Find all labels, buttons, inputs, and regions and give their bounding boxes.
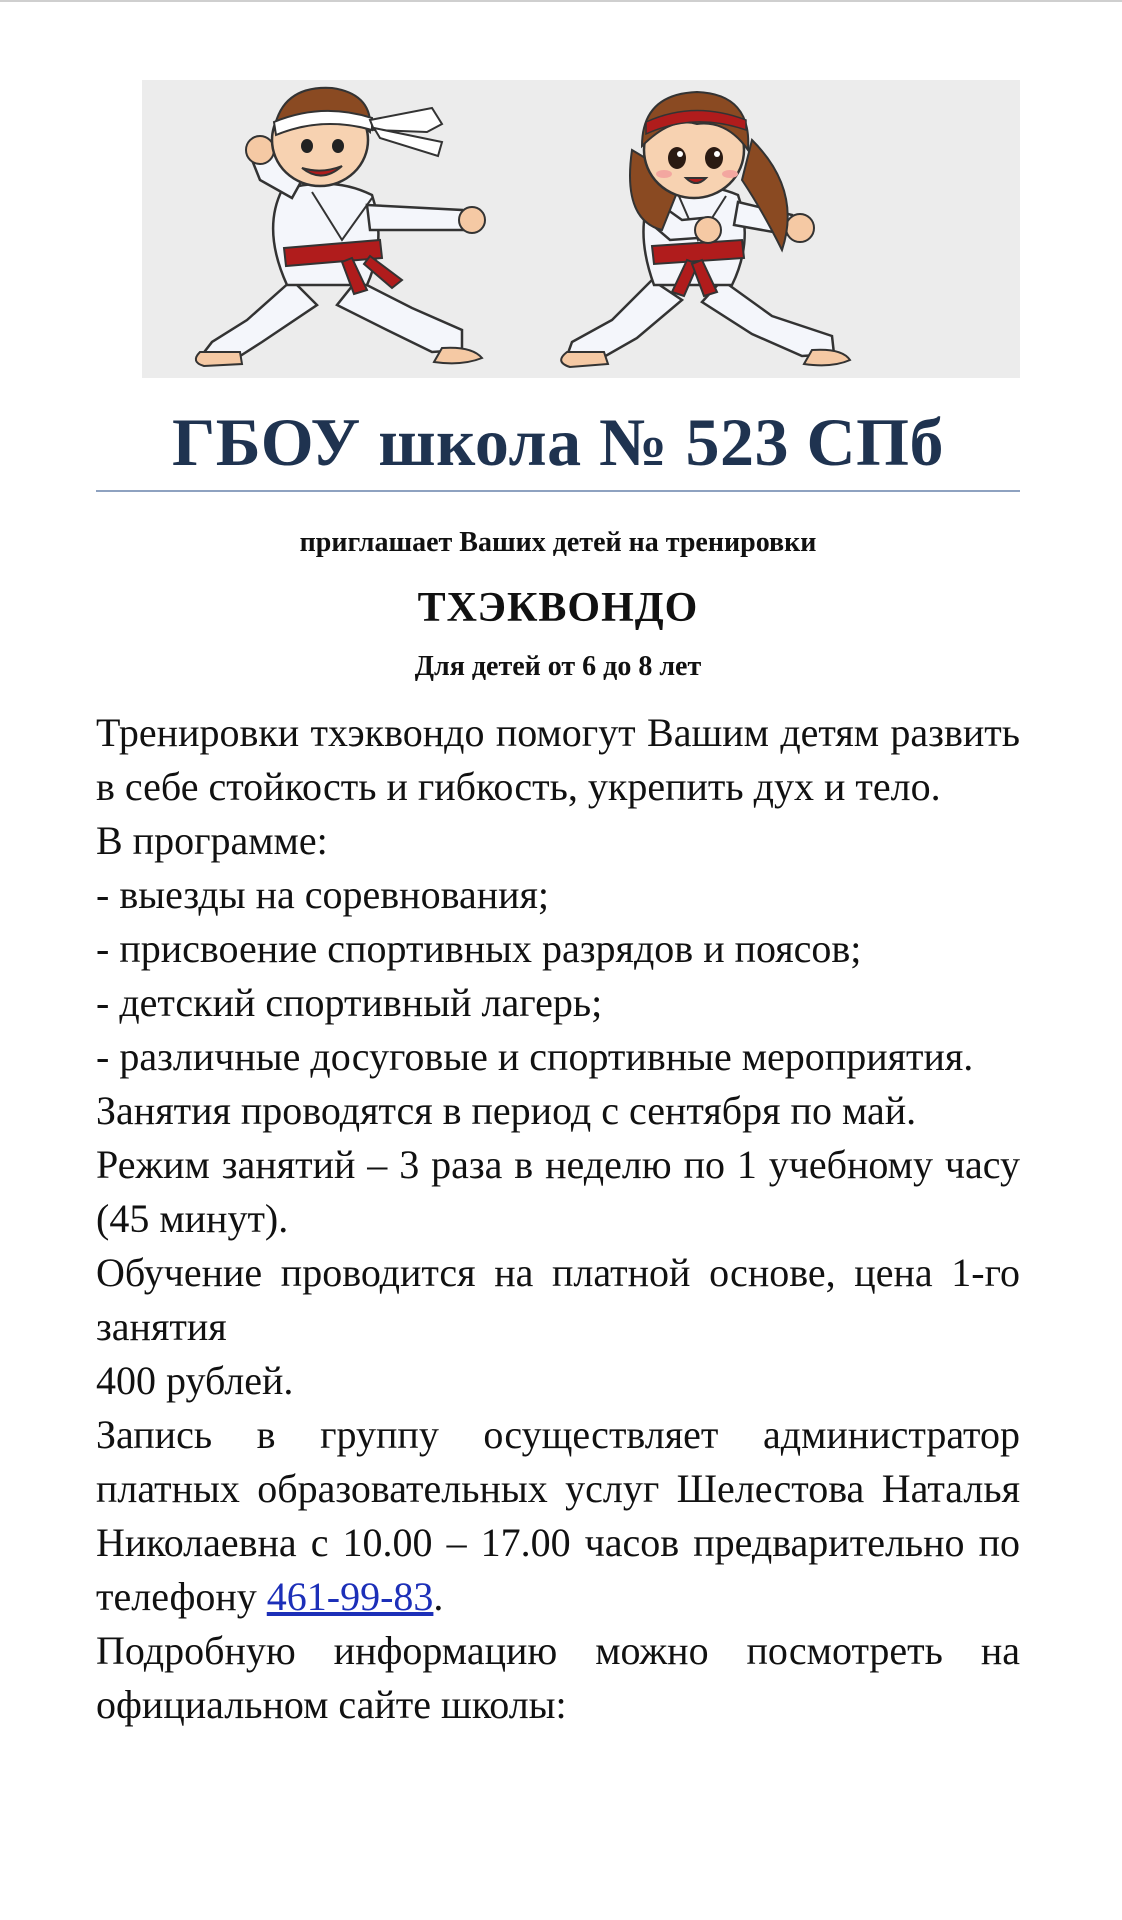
phone-link[interactable]: 461-99-83	[266, 1574, 434, 1619]
period-paragraph: Занятия проводятся в период с сентября по май.	[96, 1088, 917, 1133]
illustration-svg	[142, 80, 1020, 378]
body-text	[96, 706, 1020, 1732]
title-underline	[96, 490, 1020, 492]
price-value: 400 рублей.	[96, 1358, 294, 1403]
invite-line: приглашает Ваших детей на тренировки	[299, 527, 817, 558]
document-page	[96, 80, 1020, 1732]
signup-text: Запись в группу осуществляет администратор платных образовательных услуг Шелестова Наталья Николаевна с 10.00 – 17.00 часов предварительно по телефону	[96, 1412, 1020, 1619]
more-info-paragraph: Подробную информацию можно посмотреть на официальном сайте школы:	[96, 1628, 1020, 1727]
program-item: - различные досуговые и спортивные мероприятия.	[96, 1034, 974, 1079]
sport-name: ТХЭКВОНДО	[417, 585, 699, 631]
karate-girl-icon	[561, 92, 850, 367]
program-heading: В программе:	[96, 818, 328, 863]
program-item: - присвоение спортивных разрядов и поясов;	[96, 926, 862, 971]
intro-paragraph: Тренировки тхэквондо помогут Вашим детям развить в себе стойкость и гибкость, укрепить дух и тело.	[96, 710, 1020, 809]
schedule-paragraph: Режим занятий – 3 раза в неделю по 1 учебному часу (45 минут).	[96, 1142, 1020, 1241]
price-paragraph: Обучение проводится на платной основе, цена 1-го занятия	[96, 1250, 1020, 1349]
taekwondo-illustration	[142, 80, 1020, 378]
signup-paragraph	[96, 1408, 1020, 1624]
top-divider	[0, 0, 1122, 2]
karate-boy-icon	[196, 88, 485, 366]
signup-end: .	[433, 1574, 444, 1619]
program-item: - детский спортивный лагерь;	[96, 980, 603, 1025]
page-title: ГБОУ школа № 523 СПб	[171, 404, 944, 480]
program-item: - выезды на соревнования;	[96, 872, 550, 917]
age-range: Для детей от 6 до 8 лет	[414, 651, 702, 682]
title-block	[96, 400, 1020, 492]
